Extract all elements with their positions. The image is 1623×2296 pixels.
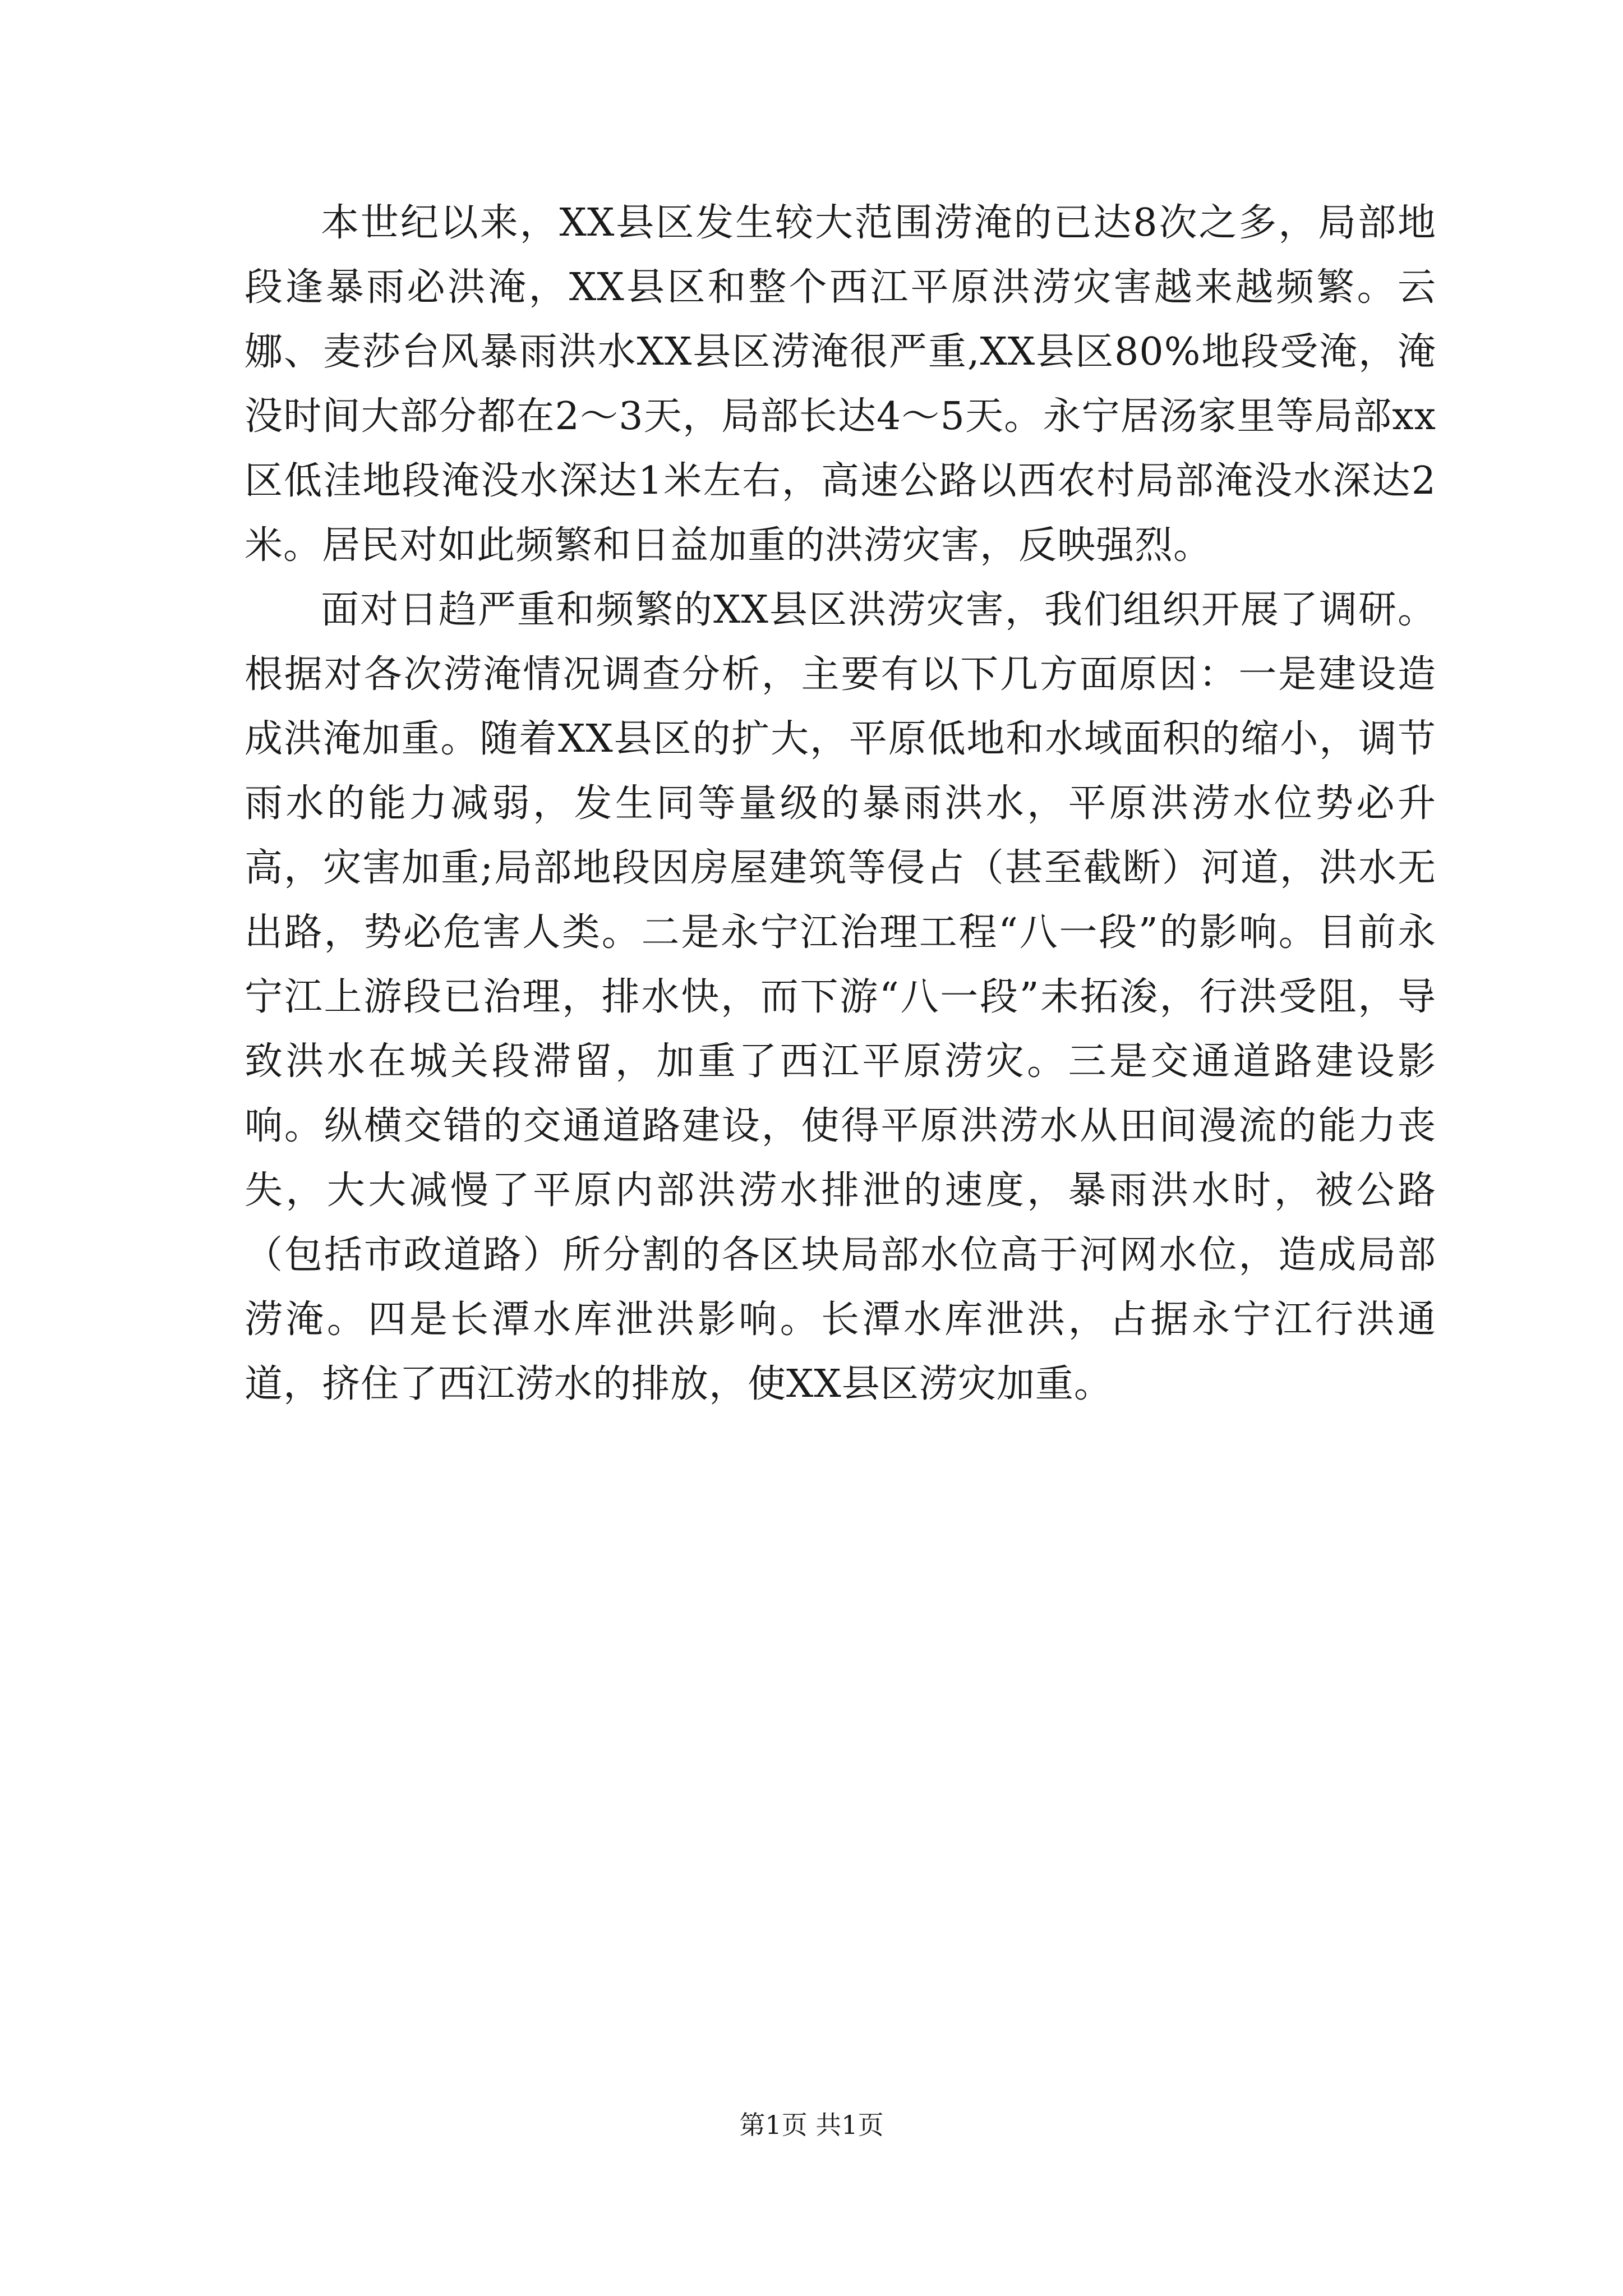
paragraph-flood-causes: 面对日趋严重和频繁的XX县区洪涝灾害，我们组织开展了调研。根据对各次涝淹情况调查分析，主要有以下几方面原因：一是建设造成洪淹加重。随着XX县区的扩大，平原低地和水域面积的缩小，调节雨水的能力减弱，发生同等量级的暴雨洪水，平原洪涝水位势必升高，灾害加重;局部地段因房屋建筑等侵占（甚至截断）河道，洪水无出路，势必危害人类。二是永宁江治理工程“八一段”的影响。目前永宁江上游段已治理，排水快，而下游“八一段”未拓浚，行洪受阻，导致洪水在城关段滞留，加重了西江平原涝灾。三是交通道路建设影响。纵横交错的交通道路建设，使得平原洪涝水从田间漫流的能力丧失，大大减慢了平原内部洪涝水排泄的速度，暴雨洪水时，被公路（包括市政道路）所分割的各区块局部水位高于河网水位，造成局部涝淹。四是长潭水库泄洪影响。长潭水库泄洪，占据永宁江行洪通道，挤住了西江涝水的排放，使XX县区涝灾加重。: [245, 588, 1436, 1406]
document-body: [245, 191, 1436, 1416]
paragraph-flood-history: 本世纪以来，XX县区发生较大范围涝淹的已达8次之多，局部地段逢暴雨必洪淹，XX县区和整个西江平原洪涝灾害越来越频繁。云娜、麦莎台风暴雨洪水XX县区涝淹很严重,XX县区80%地段受淹，淹没时间大部分都在2～3天，局部长达4～5天。永宁居汤家里等局部xx区低洼地段淹没水深达1米左右，高速公路以西农村局部淹没水深达2米。居民对如此频繁和日益加重的洪涝灾害，反映强烈。: [245, 201, 1436, 568]
page-footer: 第1页 共1页: [739, 2110, 884, 2140]
